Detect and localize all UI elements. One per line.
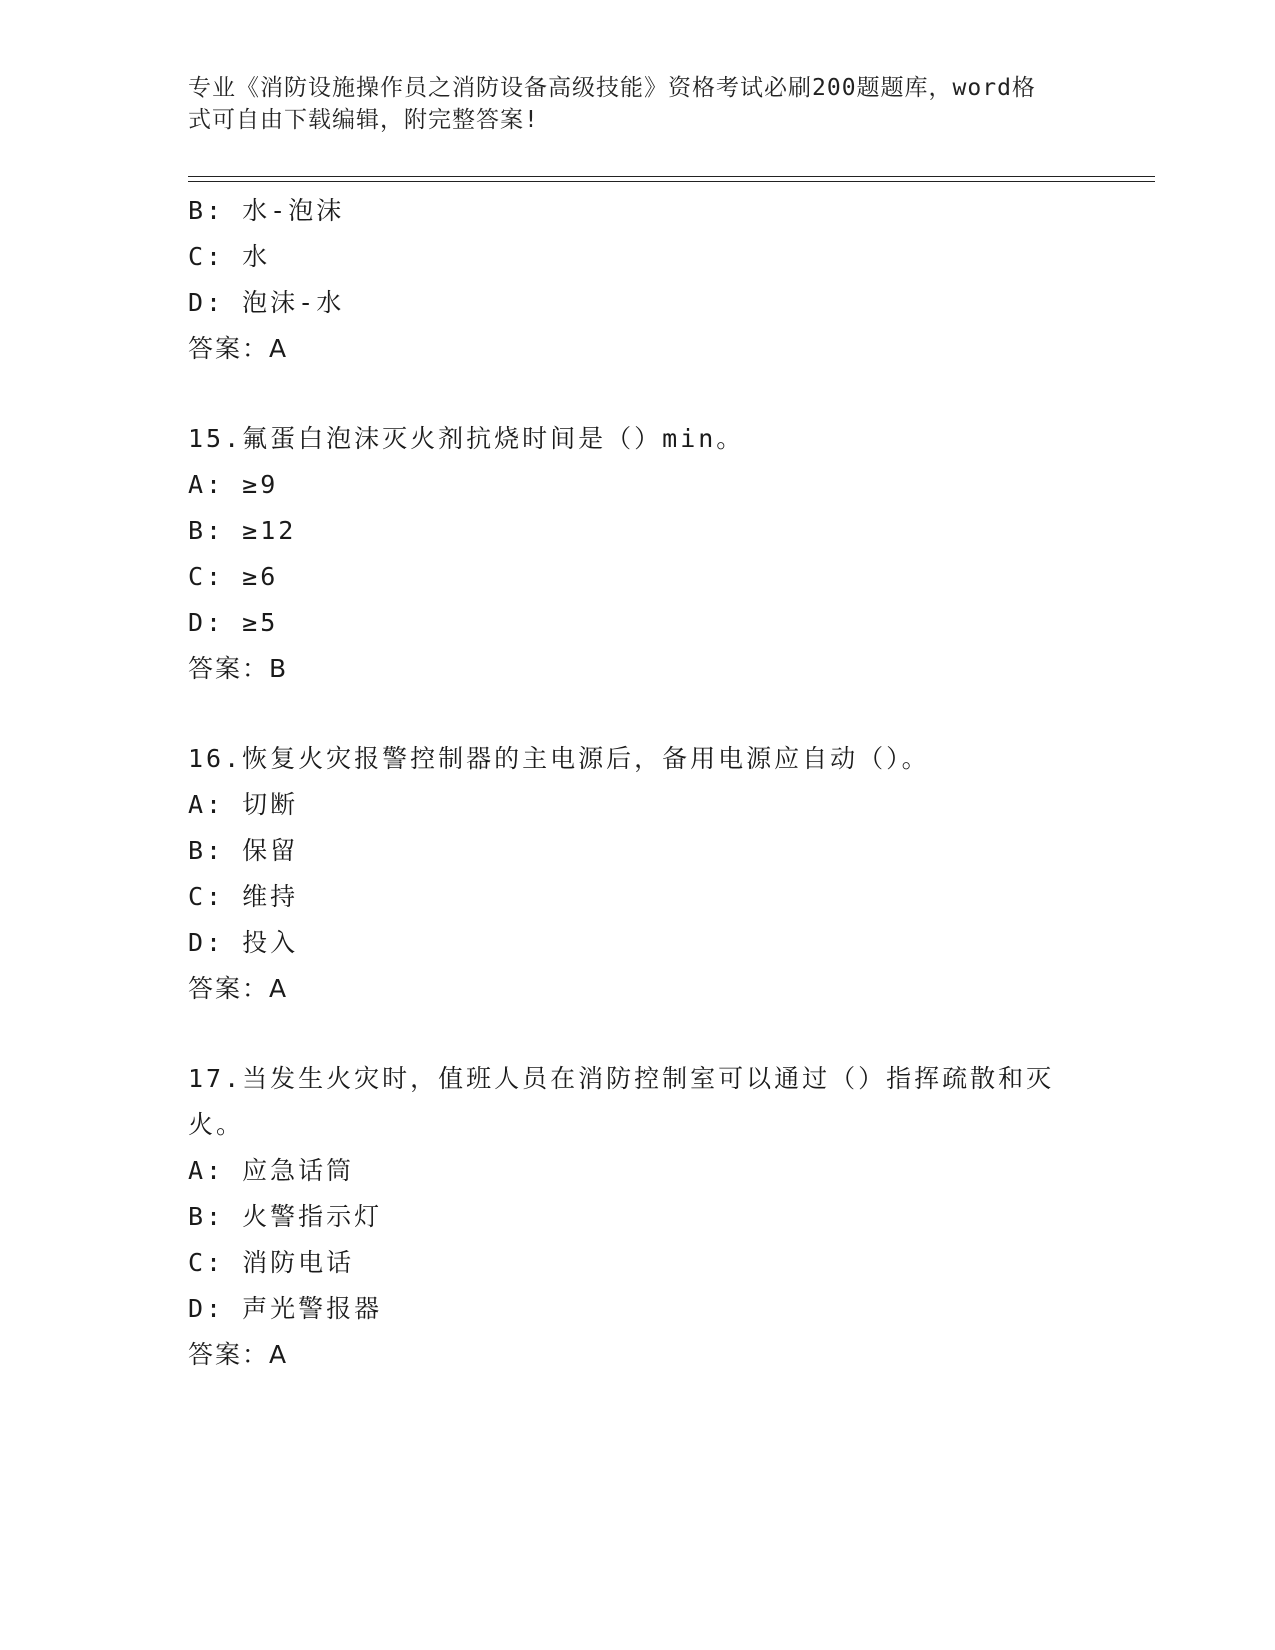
option-d: D: ≥5 <box>188 608 279 637</box>
option-b: B: 火警指示灯 <box>188 1202 383 1231</box>
header-line-2: 式可自由下载编辑，附完整答案! <box>188 107 539 133</box>
document-header <box>188 72 1068 136</box>
option-d: D: 投入 <box>188 928 299 957</box>
question-16 <box>188 736 1088 1012</box>
answer-line: 答案：A <box>188 1340 289 1369</box>
question-17 <box>188 1056 1088 1378</box>
option-b: B: ≥12 <box>188 516 297 545</box>
option-d: D: 声光警报器 <box>188 1294 383 1323</box>
option-c: C: 消防电话 <box>188 1248 355 1277</box>
question-text: 16.恢复火灾报警控制器的主电源后，备用电源应自动（）。 <box>188 744 930 773</box>
header-line-1: 专业《消防设施操作员之消防设备高级技能》资格考试必刷200题题库，word格 <box>188 75 1036 101</box>
option-c: C: 水 <box>188 242 271 271</box>
question-spacer <box>188 1012 1088 1056</box>
question-14-continued <box>188 188 1088 372</box>
option-c: C: ≥6 <box>188 562 279 591</box>
option-a: A: 切断 <box>188 790 299 819</box>
option-d: D: 泡沫-水 <box>188 288 345 317</box>
question-spacer <box>188 372 1088 416</box>
option-b: B: 水-泡沫 <box>188 196 345 225</box>
answer-line: 答案：A <box>188 974 289 1003</box>
question-text-line-1: 17.当发生火灾时，值班人员在消防控制室可以通过（）指挥疏散和灭 <box>188 1064 1055 1093</box>
option-b: B: 保留 <box>188 836 299 865</box>
question-spacer <box>188 692 1088 736</box>
question-text-line-2: 火。 <box>188 1110 245 1139</box>
option-a: A: 应急话筒 <box>188 1156 355 1185</box>
question-15 <box>188 416 1088 692</box>
answer-line: 答案：B <box>188 654 289 683</box>
header-divider-top <box>188 176 1155 177</box>
answer-line: 答案：A <box>188 334 289 363</box>
question-content <box>188 188 1088 1378</box>
option-c: C: 维持 <box>188 882 299 911</box>
header-divider-bottom <box>188 181 1155 182</box>
option-a: A: ≥9 <box>188 470 279 499</box>
question-text: 15.氟蛋白泡沫灭火剂抗烧时间是（）min。 <box>188 424 745 453</box>
